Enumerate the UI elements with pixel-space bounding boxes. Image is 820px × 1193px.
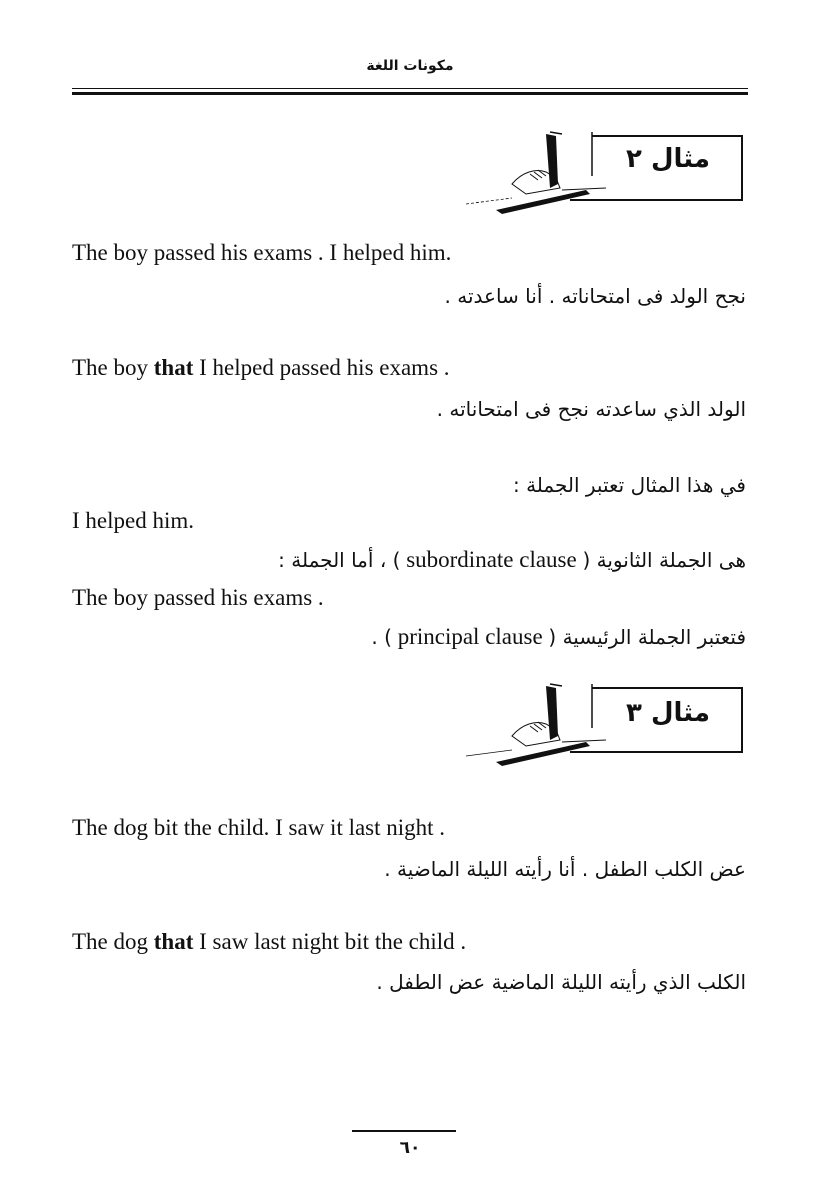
running-header: مكونات اللغة (366, 58, 454, 74)
header-rule-thick (72, 92, 748, 95)
sentence-4-ar: الكلب الذي رأيته الليلة الماضية عض الطفل . (376, 970, 746, 994)
sentence-2-ar: الولد الذي ساعدته نجح فى امتحاناته . (436, 397, 746, 421)
sentence-1-en: The boy passed his exams . I helped him. (72, 240, 452, 265)
example-3-banner (466, 680, 746, 770)
sentence-2-en: The boy that I helped passed his exams . (72, 355, 450, 380)
page-number: ٦٠ (399, 1138, 421, 1158)
clause-example-1-en: I helped him. (72, 508, 194, 533)
principal-clause-ar: فتعتبر الجملة الرئيسية ( principal clause ) . (371, 624, 746, 649)
clause-example-2-en: The boy passed his exams . (72, 585, 324, 610)
footer-rule (352, 1130, 456, 1132)
example-3-label: مثال ٣ (626, 698, 710, 728)
sentence-4-en: The dog that I saw last night bit the child . (72, 929, 467, 954)
example-2-label: مثال ٢ (626, 144, 710, 174)
sentence-3-ar: عض الكلب الطفل . أنا رأيته الليلة الماضية . (384, 857, 746, 881)
header-rule-thin (72, 88, 748, 89)
subordinate-clause-ar: هى الجملة الثانوية ( subordinate clause ) ، أما الجملة : (278, 547, 746, 572)
sentence-3-en: The dog bit the child. I saw it last night . (72, 815, 446, 840)
example-2-banner (466, 128, 746, 218)
explanation-intro-ar: في هذا المثال تعتبر الجملة : (512, 473, 746, 497)
sentence-1-ar: نجح الولد فى امتحاناته . أنا ساعدته . (444, 284, 746, 308)
